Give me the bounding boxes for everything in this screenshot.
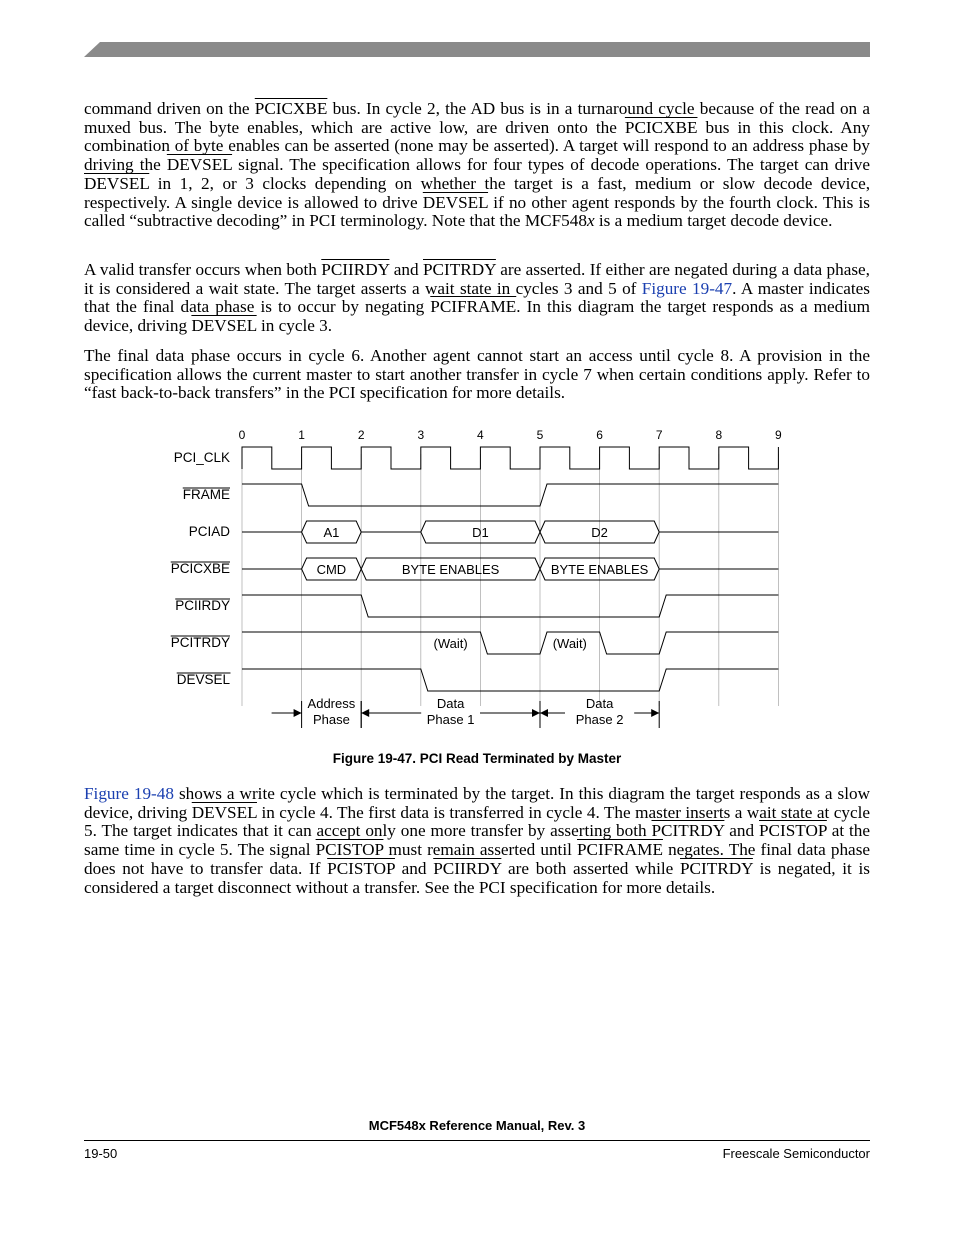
text-run: and	[389, 260, 423, 279]
signal-name: DEVSEL	[84, 173, 150, 193]
cycle-number: 4	[477, 428, 484, 442]
arrowhead	[532, 709, 540, 717]
text-run: is negated, it is considered a target disconnect without a transfer. See the PCI specification for more details.	[84, 858, 870, 897]
text-run: shows a write cycle which is terminated by the target. In this diagram the target responds as a slow device, driving	[84, 784, 870, 822]
devsel-waveform	[242, 669, 778, 691]
signal-name: DEVSEL	[422, 192, 489, 212]
signal-name: PCIFRAME	[430, 297, 517, 317]
signal-name: PCICXBE	[624, 117, 698, 137]
pcitrdy-waveform	[242, 632, 778, 654]
cycle-numbers	[239, 428, 782, 442]
cycle-number: 5	[536, 428, 544, 442]
text-run: are both asserted while	[501, 858, 680, 878]
cycle-number: 2	[357, 428, 365, 442]
paragraph-1	[84, 100, 870, 231]
phase-label: Data	[436, 696, 465, 711]
pciirdy-waveform	[242, 595, 778, 617]
phase-label: Phase	[312, 712, 350, 727]
signal-label: PCIAD	[188, 524, 230, 539]
text-run: must remain asserted until	[383, 840, 577, 860]
figure-link[interactable]: Figure 19-48	[84, 784, 174, 803]
cycle-number: 9	[775, 428, 782, 442]
signal-name: PCITRDY	[423, 260, 496, 279]
cycle-number: 6	[596, 428, 603, 442]
header-bar	[84, 42, 870, 57]
figure-link[interactable]: Figure 19-47	[641, 278, 733, 298]
signal-label: PCIIRDY	[175, 598, 230, 613]
arrowhead	[294, 709, 302, 717]
signal-name: PCITRDY	[651, 821, 725, 841]
signal-name: PCISTOP	[315, 840, 384, 860]
cycle-number: 8	[715, 428, 723, 442]
signal-name: DEVSEL	[191, 802, 257, 822]
page-number: 19-50	[84, 1146, 118, 1161]
signal-name: PCIIRDY	[433, 858, 502, 878]
signal-name: PCIIRDY	[321, 260, 390, 279]
cycle-number: 7	[655, 428, 663, 442]
text-run: . A master indicates that the final data phase is to occur by negating	[84, 278, 870, 317]
signal-label: FRAME	[182, 487, 230, 502]
text-run: in 1, 2, or 3 clocks depending on whether the target is a fast, medium or slow decode device, respectively. A single device is allowed to drive	[84, 173, 870, 212]
footer-rule	[84, 1140, 870, 1141]
signal-name: DEVSEL	[191, 316, 257, 336]
clock-waveform	[242, 447, 778, 469]
signal-labels	[171, 450, 587, 687]
footer-title: MCF548x Reference Manual, Rev. 3	[368, 1118, 586, 1133]
signal-name: PCISTOP	[759, 821, 827, 841]
phase-label: Data	[585, 696, 614, 711]
text-run: are asserted. If either are negated during a data phase, it is considered a wait state. The target asserts a wait state in cycles 3 and 5 of	[84, 260, 870, 298]
text-run: in cycle 3.	[256, 316, 333, 336]
bus-value: CMD	[316, 562, 347, 577]
text-run: at the same time in cycle 5. The signal	[84, 821, 870, 860]
text-run: negates. The final data phase does not have to transfer data. If	[84, 840, 871, 878]
bus-value: BYTE ENABLES	[550, 562, 649, 577]
paragraph-2	[84, 261, 870, 336]
signal-label: PCI_CLK	[173, 450, 230, 465]
phase-label: Phase 1	[426, 712, 475, 727]
text-run: The final data phase occurs in cycle 6. Another agent cannot start an access until cycle 8. A provision in the specification allows the current master to start another transfer in cycle 7 when certain conditions apply. Refer to “fast back-to-back transfers” in the PCI specification for more details.	[84, 346, 870, 403]
text-run: . In this diagram the target responds as a medium device, driving	[84, 297, 870, 336]
text-run: in cycle 4. The first data is transferred in cycle 4. The master inserts a wait state at cycle 5. The target indicates that it can accept only one more transfer by asserting both	[84, 802, 870, 841]
text-run: bus in this clock. Any combination of byte enables can be asserted (none may be asserted). A target will respond to an address phase by driving the	[84, 117, 870, 175]
wait-label: (Wait)	[433, 636, 468, 651]
text-run: is a medium target decode device.	[594, 211, 833, 231]
arrowhead	[540, 709, 548, 717]
signal-label: PCITRDY	[170, 635, 230, 650]
text-run: bus. In cycle 2, the AD bus is in a turnaround cycle because of the read on a muxed bus. The byte enables, which are active low, are driven onto the	[84, 99, 870, 137]
signal-name: DEVSEL	[166, 155, 233, 175]
frame-waveform	[242, 484, 778, 506]
signal-label: PCICXBE	[170, 561, 230, 576]
signal-name: PCIFRAME	[577, 840, 663, 860]
text-run: and	[724, 821, 759, 841]
phase-markers	[272, 696, 660, 728]
paragraph-3	[84, 347, 870, 403]
bus-value: A1	[323, 525, 340, 540]
cycle-number: 1	[298, 428, 305, 442]
cycle-number: 3	[417, 428, 425, 442]
signal-name: PCICXBE	[254, 99, 328, 118]
timing-diagram	[150, 420, 810, 740]
text-run: command driven on the	[84, 99, 255, 118]
waveforms	[242, 447, 778, 691]
bus-value: D2	[591, 525, 608, 540]
signal-name: PCITRDY	[680, 858, 753, 878]
arrowhead	[361, 709, 369, 717]
text-run: if no other agent responds by the fourth clock. This is called “subtractive decoding” in PCI terminology. Note that the MCF548	[84, 192, 870, 231]
phase-label: Address	[307, 696, 356, 711]
bus-value: BYTE ENABLES	[401, 562, 500, 577]
company-name: Freescale Semiconductor	[722, 1146, 870, 1161]
figure-caption: Figure 19-47. PCI Read Terminated by Master	[332, 751, 622, 766]
text-run: and	[394, 858, 434, 878]
phase-label: Phase 2	[575, 712, 624, 727]
signal-name: PCISTOP	[327, 858, 395, 878]
cycle-number: 0	[238, 428, 246, 442]
arrowhead	[651, 709, 659, 717]
text-run: A valid transfer occurs when both	[84, 260, 322, 279]
wait-label: (Wait)	[552, 636, 587, 651]
bus-value: D1	[472, 525, 489, 540]
paragraph-4	[84, 785, 870, 897]
text-run: signal. The specification allows for four types of decode operations. The target can drive	[232, 155, 870, 175]
signal-label: DEVSEL	[176, 672, 230, 687]
italic-text: x	[586, 211, 595, 231]
